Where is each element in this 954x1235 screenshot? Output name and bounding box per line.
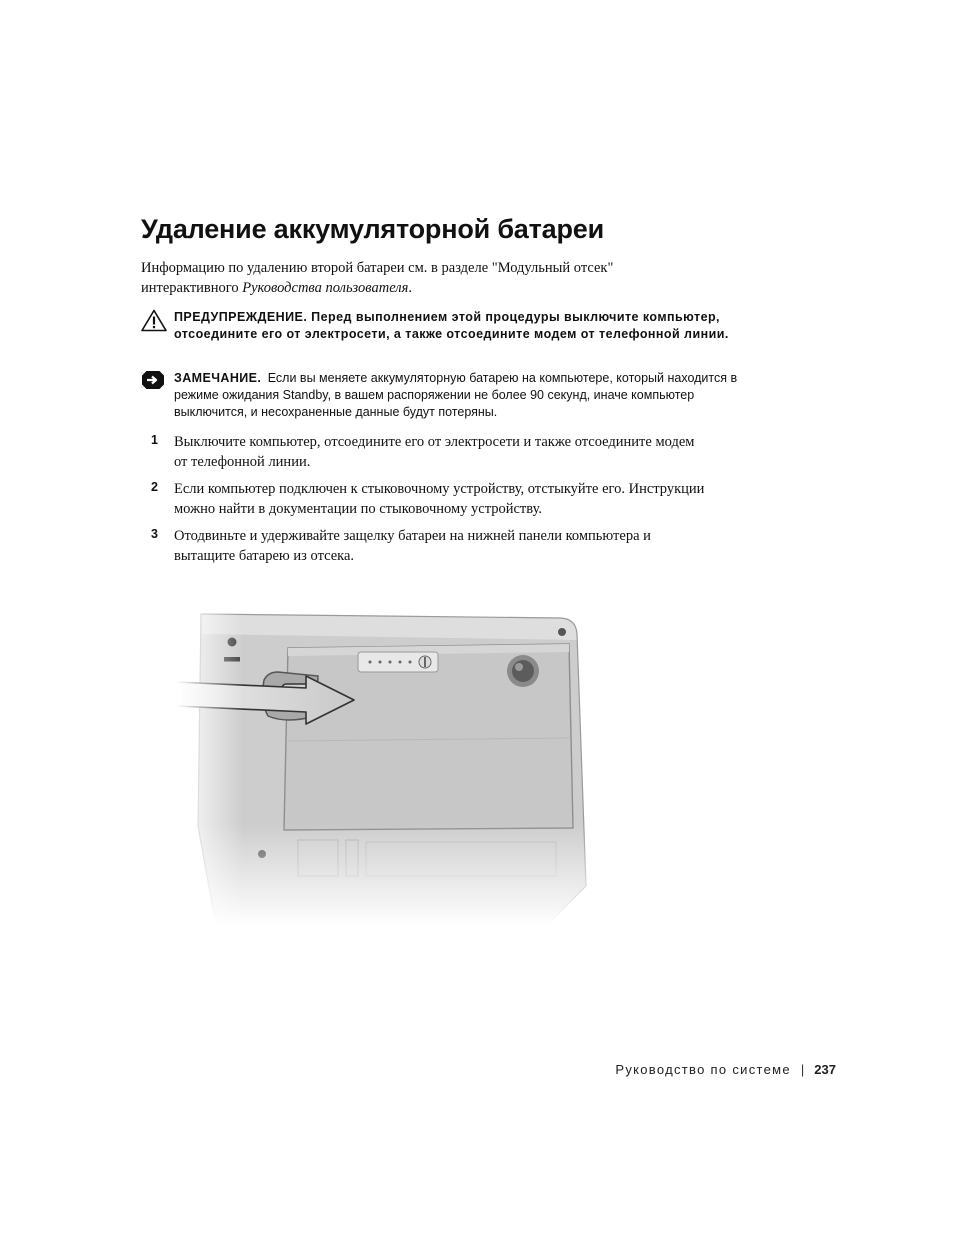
laptop-battery-illustration — [176, 606, 596, 926]
step-text: Выключите компьютер, отсоедините его от электросети и также отсоедините модем от телефонной линии. — [174, 434, 695, 470]
step-text: Отодвиньте и удерживайте защелку батареи на нижней панели компьютера и вытащите батарею из отсека. — [174, 528, 651, 564]
step-number: 3 — [151, 527, 158, 541]
intro-paragraph — [141, 258, 701, 298]
footer-separator: | — [800, 1062, 805, 1077]
intro-period: . — [408, 280, 412, 296]
step-number: 1 — [151, 433, 158, 447]
notice-text: Если вы меняете аккумуляторную батарею на компьютере, который находится в режиме ожидания Standby, в вашем распоряжении не более 90 секунд, иначе компьютер выключится, и несохраненные данные будут потеряны. — [174, 371, 738, 419]
notice-label: ЗАМЕЧАНИЕ. — [174, 371, 262, 385]
notice-icon — [141, 370, 165, 390]
page-heading: Удаление аккумуляторной батареи — [141, 214, 604, 244]
step-number: 2 — [151, 480, 158, 494]
page-footer — [615, 1062, 836, 1077]
warning-triangle-icon — [141, 309, 167, 332]
footer-title: Руководство по системе — [615, 1062, 791, 1077]
step-1 — [151, 432, 711, 472]
warning-block — [141, 309, 741, 343]
step-2 — [151, 479, 711, 519]
step-text: Если компьютер подключен к стыковочному устройству, отстыкуйте его. Инструкции можно найти в документации по стыковочному устройству. — [174, 481, 705, 517]
page-number: 237 — [814, 1062, 836, 1077]
notice-block — [141, 370, 741, 421]
intro-text: Информацию по удалению второй батареи см. в разделе "Модульный отсек" интерактивного — [141, 260, 614, 296]
user-guide-reference: Руководства пользователя — [242, 280, 409, 296]
step-3 — [151, 526, 711, 566]
notice-text-block — [174, 370, 741, 421]
warning-text: ПРЕДУПРЕЖДЕНИЕ. Перед выполнением этой процедуры выключите компьютер, отсоедините его от электросети, а также отсоедините модем от телефонной линии. — [174, 310, 729, 341]
